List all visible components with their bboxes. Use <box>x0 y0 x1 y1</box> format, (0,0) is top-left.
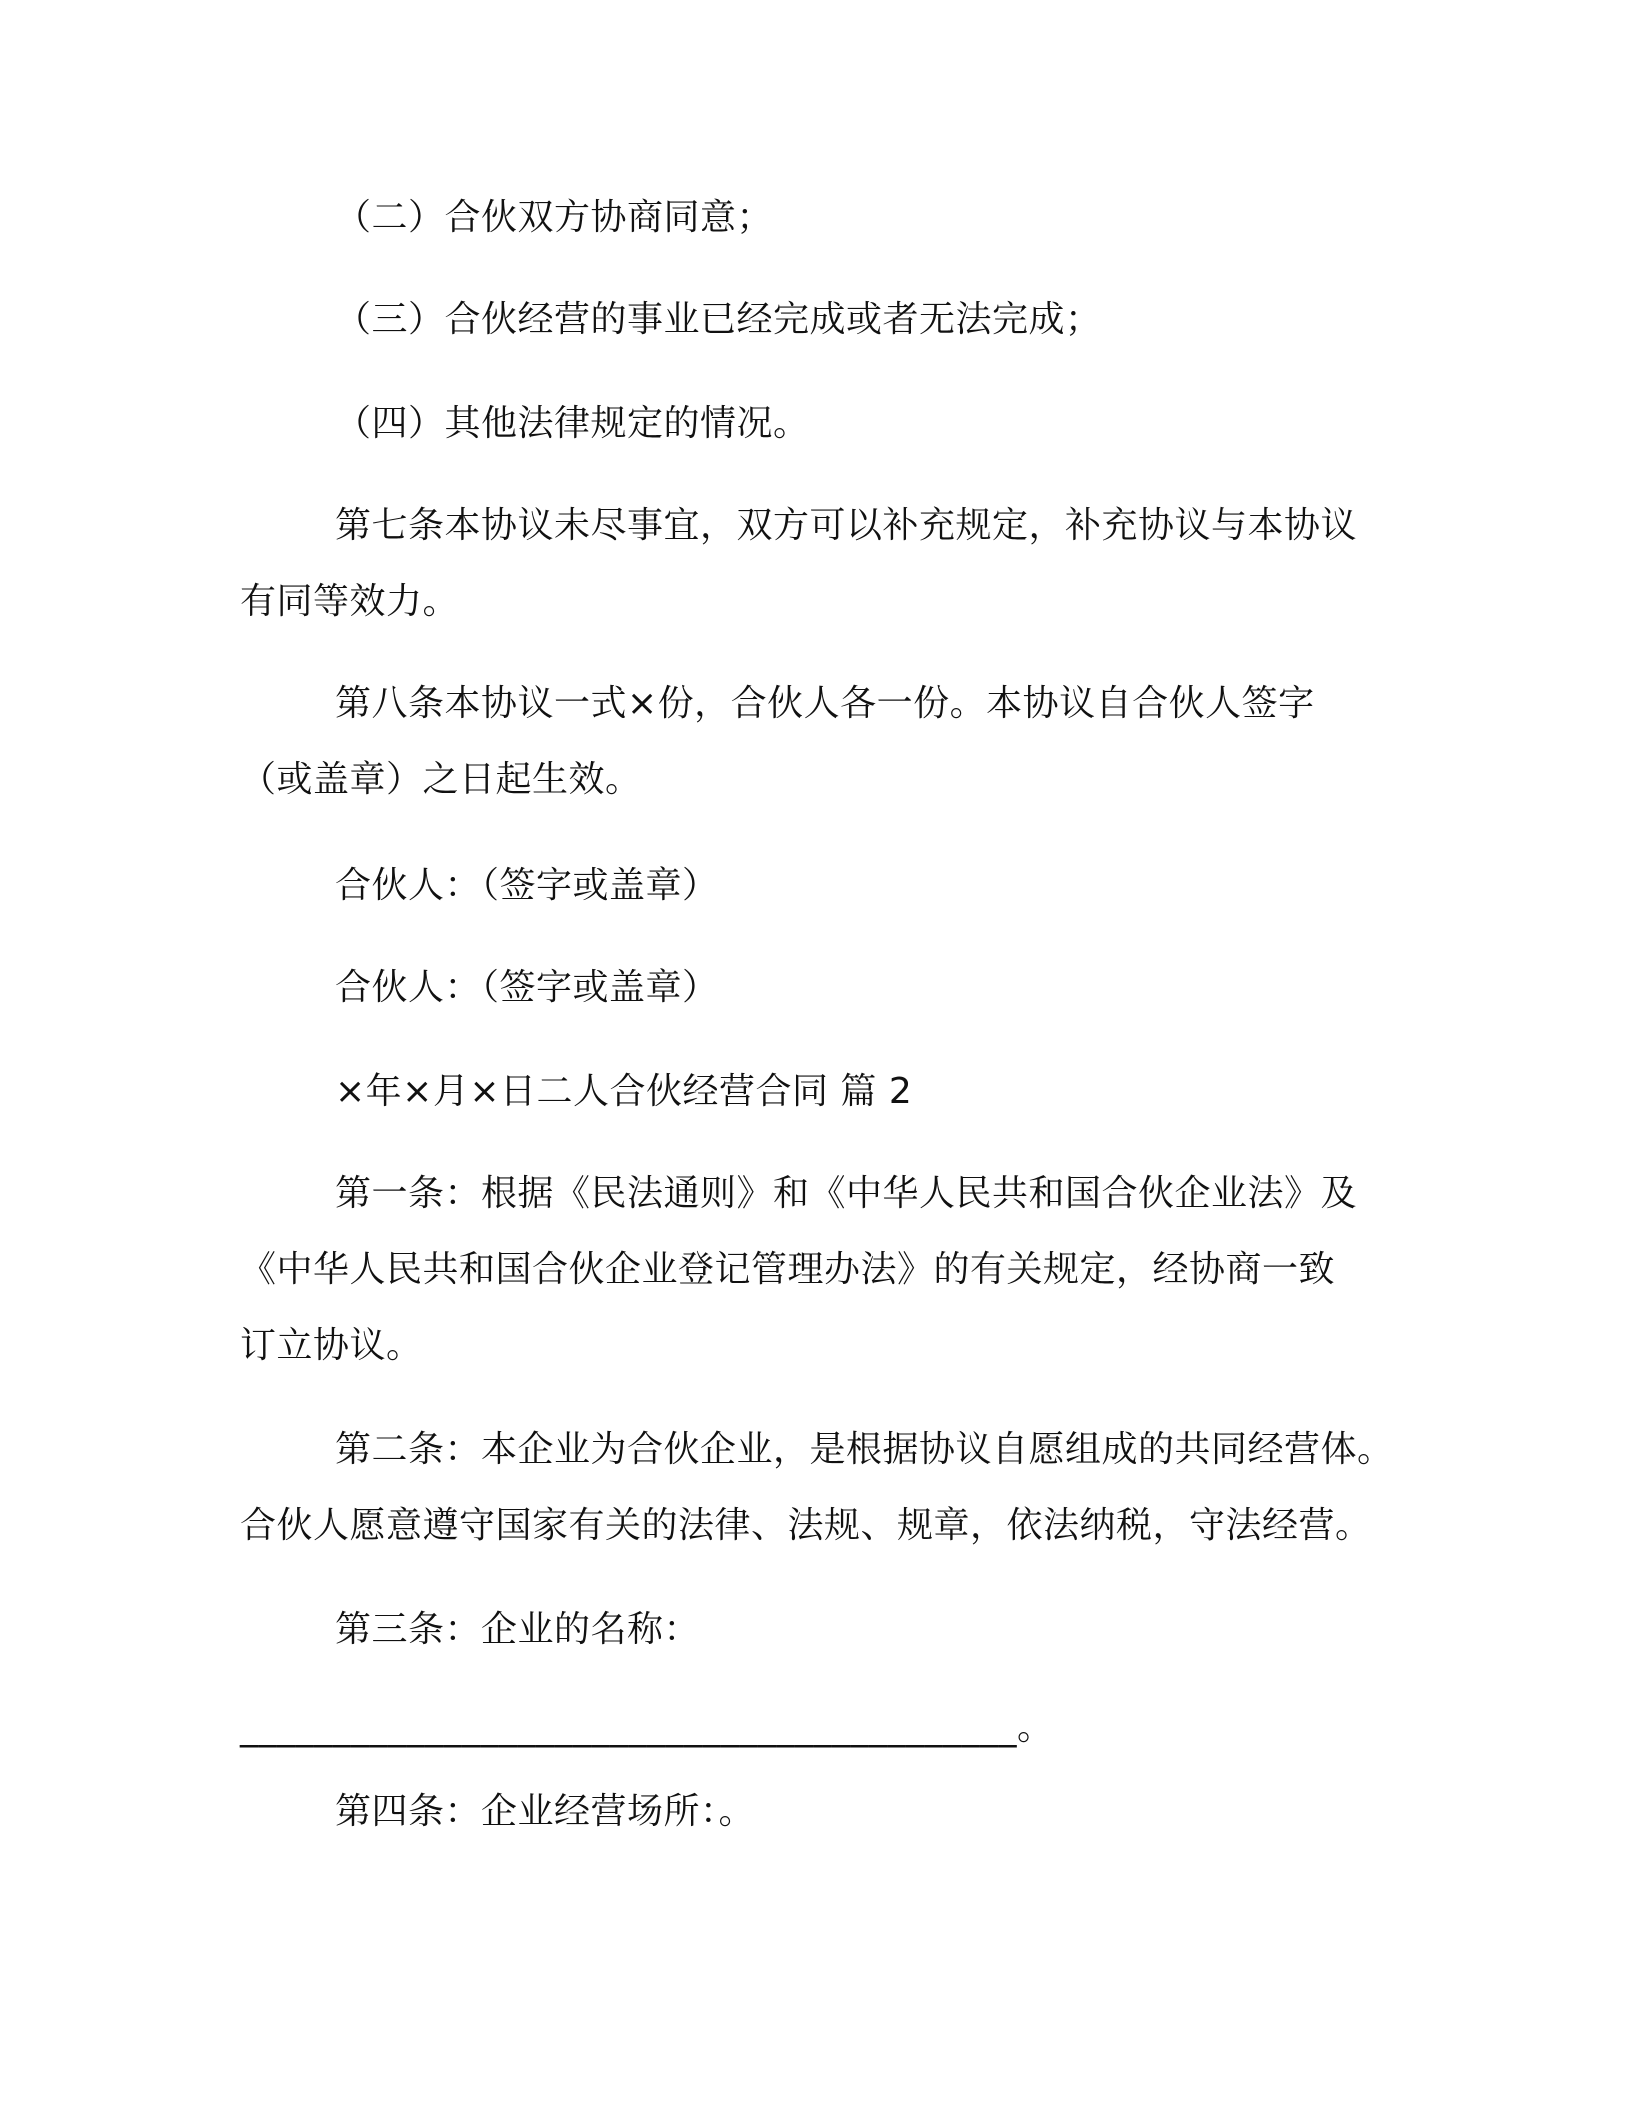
company-name-blank: __________________________________________。 <box>240 1707 1054 1748</box>
article-4-line-1: 第四条：企业经营场所：。 <box>335 1791 756 1832</box>
article-8-line-2: （或盖章）之日起生效。 <box>240 759 642 800</box>
article-2-line-2: 合伙人愿意遵守国家有关的法律、法规、规章，依法纳税，守法经营。 <box>240 1505 1372 1546</box>
clause-item-2: （二）合伙双方协商同意； <box>335 197 774 238</box>
article-3-line-1: 第三条：企业的名称： <box>335 1609 701 1650</box>
article-7-line-1: 第七条本协议未尽事宜，双方可以补充规定，补充协议与本协议 <box>335 505 1358 546</box>
partner-signature-1: 合伙人：（签字或盖章） <box>335 865 719 906</box>
article-1-line-3: 订立协议。 <box>240 1325 423 1366</box>
date-and-section-title: ×年×月×日二人合伙经营合同 篇 2 <box>335 1071 913 1112</box>
partner-signature-2: 合伙人：（签字或盖章） <box>335 967 719 1008</box>
clause-item-4: （四）其他法律规定的情况。 <box>335 403 810 444</box>
article-2-line-1: 第二条：本企业为合伙企业，是根据协议自愿组成的共同经营体。 <box>335 1429 1394 1470</box>
article-8-line-1: 第八条本协议一式×份，合伙人各一份。本协议自合伙人签字 <box>335 683 1315 724</box>
article-1-line-1: 第一条：根据《民法通则》和《中华人民共和国合伙企业法》及 <box>335 1173 1358 1214</box>
clause-item-3: （三）合伙经营的事业已经完成或者无法完成； <box>335 299 1102 340</box>
article-1-line-2: 《中华人民共和国合伙企业登记管理办法》的有关规定，经协商一致 <box>240 1249 1336 1290</box>
article-7-line-2: 有同等效力。 <box>240 581 460 622</box>
